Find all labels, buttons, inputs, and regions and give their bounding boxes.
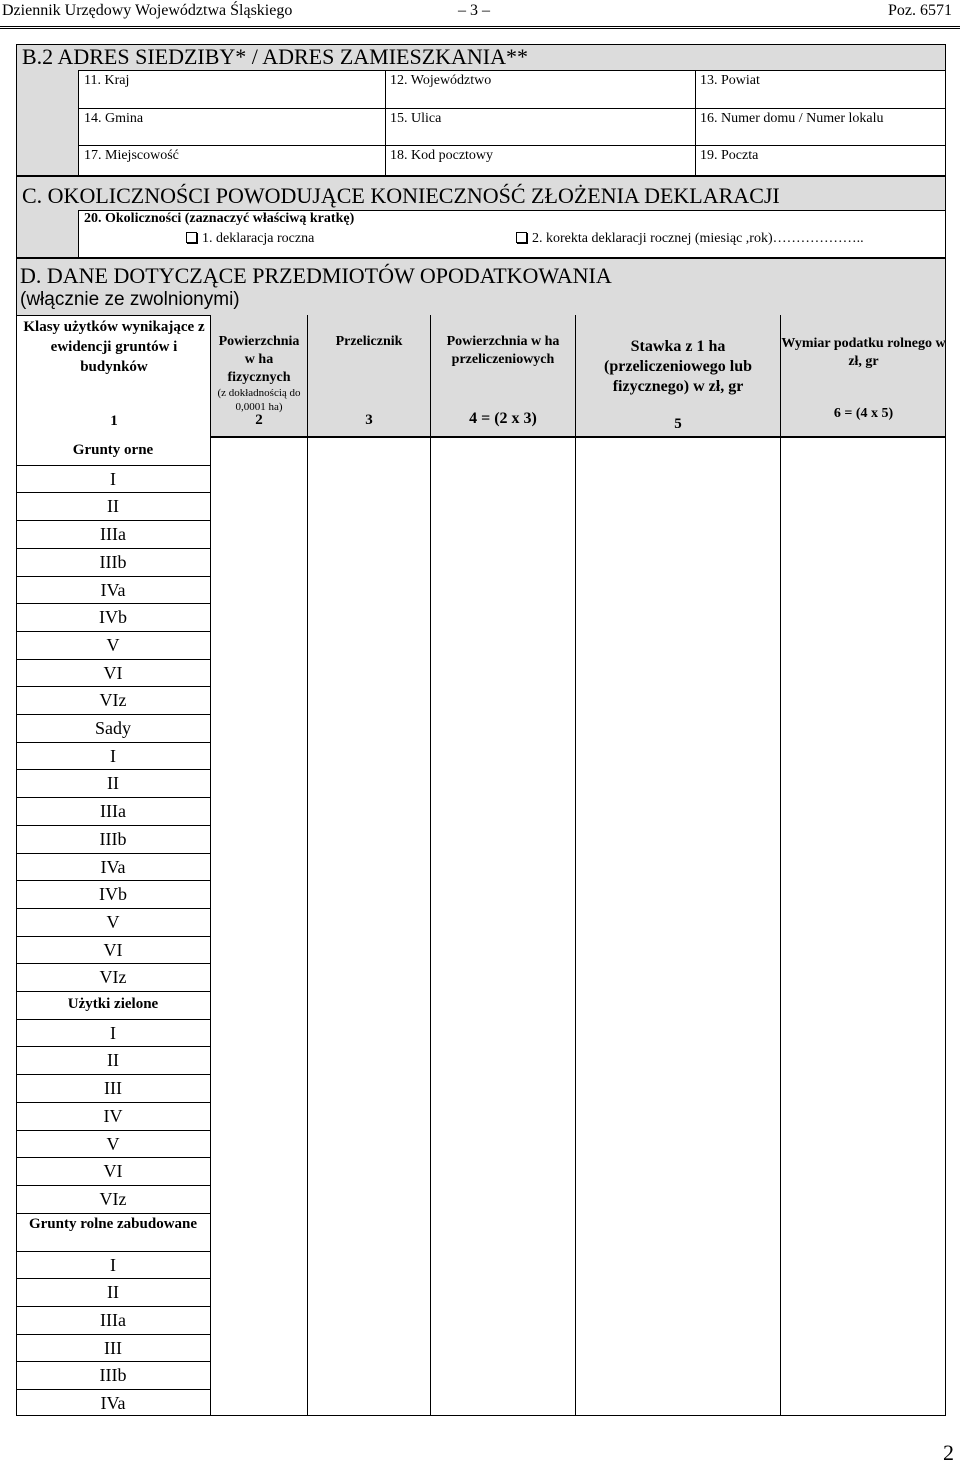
position-number: Poz. 6571: [888, 2, 952, 19]
col4-number: 4 = (2 x 3): [469, 410, 537, 427]
section-c-title: C. OKOLICZNOŚCI POWODUJĄCE KONIECZNOŚĆ ZŁOŻENIA DEKLARACJI: [22, 183, 780, 208]
land-class-label: IVb: [99, 884, 127, 904]
land-category-label: Użytki zielone: [67, 996, 159, 1012]
col6-header: Wymiar podatku rolnego w zł, gr: [781, 336, 946, 369]
land-category-label: Grunty orne: [72, 442, 154, 458]
header-bottom-line: [210, 437, 946, 438]
land-class-label: IVa: [100, 1393, 126, 1413]
col-line: [430, 315, 431, 1416]
col1-header: Klasy użytków wynikające z ewidencji gruntów i budynków: [23, 319, 205, 375]
col5-number: 5: [674, 416, 682, 432]
land-class-label: VI: [103, 940, 123, 960]
land-class-label: III: [104, 1338, 122, 1358]
col6-number: 6 = (4 x 5): [833, 406, 894, 421]
land-class-label: IV: [103, 1106, 123, 1126]
option-annual-label: 1. deklaracja roczna: [202, 231, 315, 246]
land-class-label: IVb: [99, 607, 127, 627]
option-correction[interactable]: [516, 231, 864, 247]
land-class-label: VIz: [99, 690, 127, 710]
circumstances-label: 20. Okoliczności (zaznaczyć właściwą kratkę): [84, 211, 355, 226]
page-number: 2: [943, 1440, 954, 1465]
land-class-label: IIIb: [99, 552, 127, 572]
land-class-label: IIIa: [100, 524, 126, 544]
land-class-label: IIIb: [99, 1365, 127, 1385]
land-class-label: IVa: [100, 857, 126, 877]
land-class-label: II: [107, 1050, 119, 1070]
land-class-label: I: [110, 469, 116, 489]
col2-note: (z dokładnością do 0,0001 ha): [217, 387, 301, 413]
land-class-label: I: [110, 1023, 116, 1043]
field-poczta[interactable]: 19. Poczta: [700, 148, 759, 163]
col-line: [780, 315, 781, 1416]
field-kraj[interactable]: 11. Kraj: [84, 73, 130, 88]
col2-number: 2: [255, 412, 263, 428]
land-class-label: IVa: [100, 580, 126, 600]
land-class-label: IIIa: [100, 801, 126, 821]
field-col-divider: [695, 70, 696, 176]
option-annual[interactable]: [186, 231, 314, 247]
land-category-label: Grunty rolne zabudowane: [28, 1216, 198, 1232]
correction-checkbox[interactable]: [516, 232, 527, 243]
field-powiat[interactable]: 13. Powiat: [700, 73, 760, 88]
land-class-label: Sady: [95, 718, 131, 738]
option-correction-label: 2. korekta deklaracji rocznej (miesiąc ,rok)………………..: [532, 231, 864, 246]
col3-number: 3: [365, 412, 373, 428]
field-ulica[interactable]: 15. Ulica: [390, 111, 442, 126]
land-class-label: V: [106, 912, 120, 932]
journal-title: Dziennik Urzędowy Województwa Śląskiego: [2, 2, 293, 19]
land-class-label: VIz: [99, 967, 127, 987]
col5-header: Stawka z 1 ha (przeliczeniowego lub fizycznego) w zł, gr: [604, 338, 752, 395]
row-divider: [16, 1213, 210, 1214]
field-row-divider: [78, 108, 946, 109]
col4-header: Powierzchnia w ha przeliczeniowych: [446, 334, 560, 367]
header-rule: [0, 26, 960, 27]
field-col-divider: [385, 70, 386, 176]
land-class-label: VIz: [99, 1189, 127, 1209]
section-d-title: D. DANE DOTYCZĄCE PRZEDMIOTÓW OPODATKOWANIA: [20, 263, 612, 288]
col1-number: 1: [110, 413, 118, 429]
land-class-label: IIIb: [99, 829, 127, 849]
land-class-label: II: [107, 1282, 119, 1302]
col-line: [307, 315, 308, 1416]
land-class-label: I: [110, 1255, 116, 1275]
col-line: [210, 315, 211, 1416]
land-class-label: VI: [103, 1161, 123, 1181]
land-class-label: II: [107, 496, 119, 516]
annual-checkbox[interactable]: [186, 232, 197, 243]
field-row-divider: [78, 145, 946, 146]
land-class-label: II: [107, 773, 119, 793]
land-class-label: III: [104, 1078, 122, 1098]
land-class-label: VI: [103, 663, 123, 683]
col-line: [575, 315, 576, 1416]
field-miejscowosc[interactable]: 17. Miejscowość: [84, 148, 179, 163]
header-rule-2: [0, 28, 960, 29]
section-d-subtitle: (włącznie ze zwolnionymi): [20, 289, 240, 310]
land-class-label: V: [106, 1134, 120, 1154]
page-indicator: – 3 –: [458, 2, 490, 19]
field-kod-pocztowy[interactable]: 18. Kod pocztowy: [390, 148, 494, 163]
field-gmina[interactable]: 14. Gmina: [84, 111, 144, 126]
land-class-label: IIIa: [100, 1310, 126, 1330]
land-class-label: I: [110, 746, 116, 766]
col3-header: Przelicznik: [335, 334, 403, 349]
land-class-label: V: [106, 635, 120, 655]
field-wojewodztwo[interactable]: 12. Województwo: [390, 73, 492, 88]
field-numer-domu[interactable]: 16. Numer domu / Numer lokalu: [700, 111, 884, 126]
section-b-title: B.2 ADRES SIEDZIBY* / ADRES ZAMIESZKANIA**: [22, 44, 529, 69]
col2-header: Powierzchnia w ha fizycznych: [218, 334, 300, 385]
